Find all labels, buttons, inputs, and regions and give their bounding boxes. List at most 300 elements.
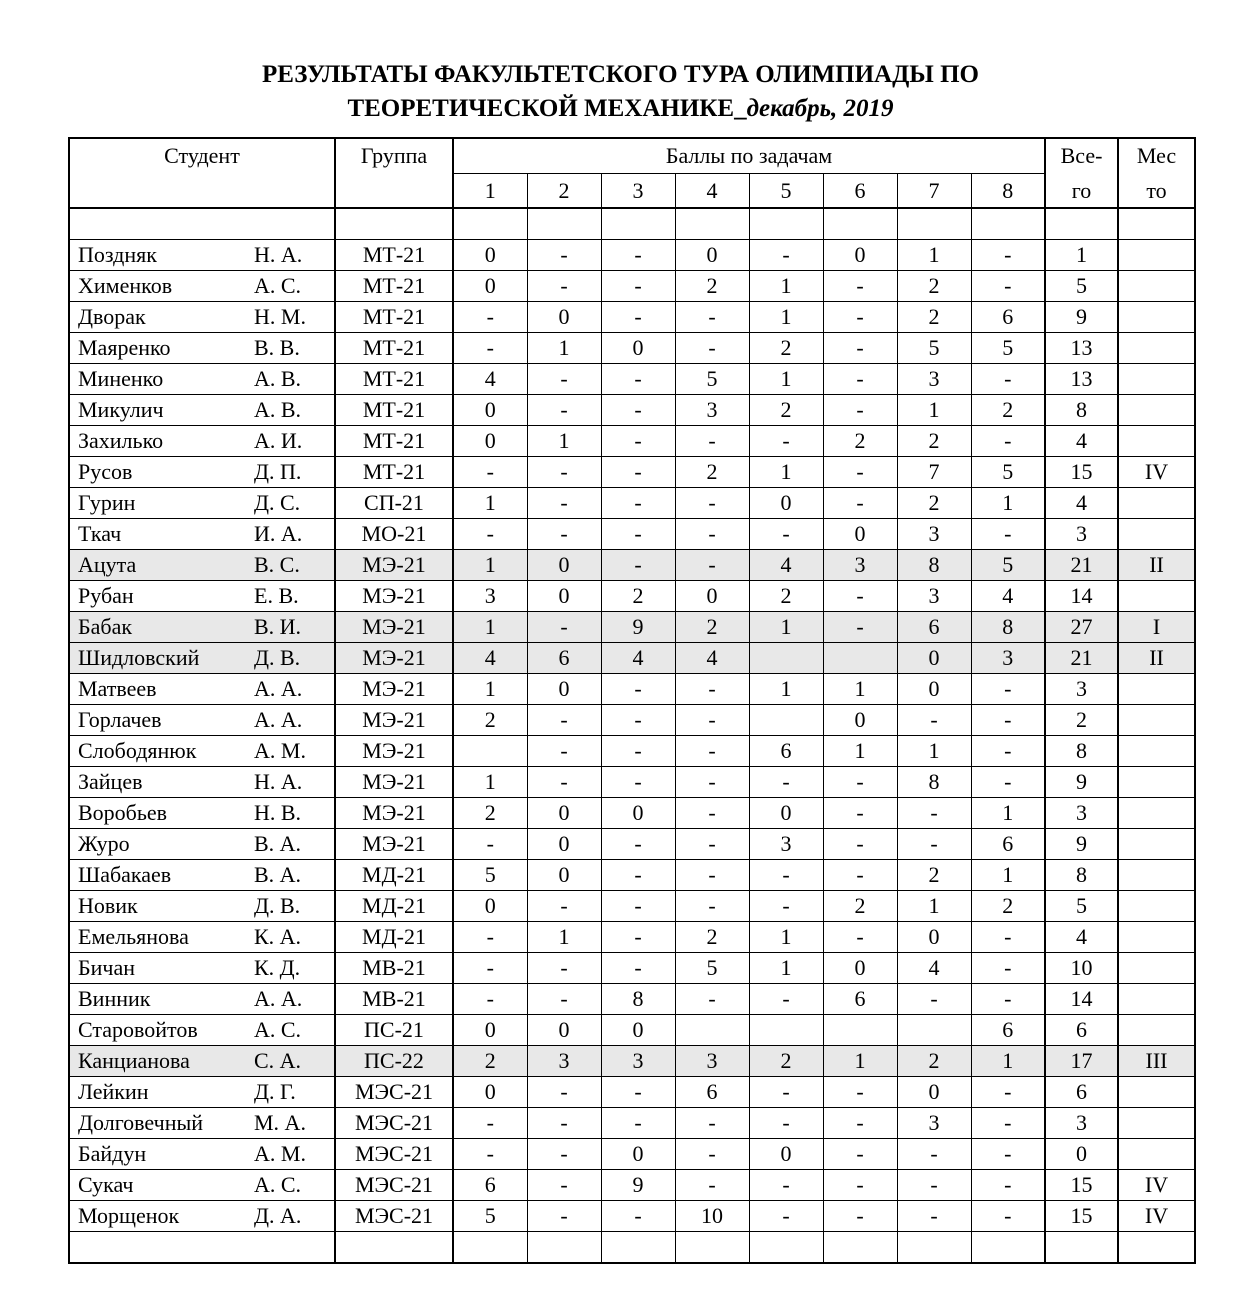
total-cell: 15: [1045, 1170, 1118, 1201]
score-cell: -: [823, 271, 897, 302]
table-row: [69, 1170, 1195, 1201]
student-initials: Д. С.: [254, 490, 301, 515]
score-cell: -: [601, 829, 675, 860]
score-cell: 0: [897, 643, 971, 674]
group-cell: СП-21: [335, 488, 453, 519]
score-cell: -: [675, 1170, 749, 1201]
group-cell: МЭ-21: [335, 705, 453, 736]
student-surname: Зайцев: [78, 769, 143, 794]
header-task: 6: [823, 174, 897, 209]
score-cell: 5: [971, 333, 1045, 364]
blank-cell: [527, 1232, 601, 1264]
score-cell: 2: [897, 426, 971, 457]
score-cell: 6: [971, 829, 1045, 860]
score-cell: 0: [897, 1077, 971, 1108]
score-cell: 2: [897, 860, 971, 891]
student-surname: Новик: [78, 893, 138, 918]
title-line-1: РЕЗУЛЬТАТЫ ФАКУЛЬТЕТСКОГО ТУРА ОЛИМПИАДЫ ПО: [262, 61, 979, 88]
place-cell: [1118, 736, 1195, 767]
total-cell: 4: [1045, 426, 1118, 457]
score-cell: -: [971, 1139, 1045, 1170]
score-cell: 0: [823, 953, 897, 984]
score-cell: -: [527, 519, 601, 550]
score-cell: 1: [749, 612, 823, 643]
group-cell: МЭ-21: [335, 736, 453, 767]
blank-cell: [1045, 1232, 1118, 1264]
student-cell: [69, 519, 335, 550]
score-cell: 0: [675, 240, 749, 271]
score-cell: -: [971, 364, 1045, 395]
score-cell: 0: [453, 271, 527, 302]
group-cell: МД-21: [335, 922, 453, 953]
group-cell: МЭ-21: [335, 829, 453, 860]
student-initials: В. В.: [254, 335, 300, 360]
score-cell: 6: [453, 1170, 527, 1201]
header-task: 3: [601, 174, 675, 209]
score-cell: -: [749, 1108, 823, 1139]
score-cell: 2: [749, 395, 823, 426]
student-cell: [69, 891, 335, 922]
blank-cell: [897, 208, 971, 240]
score-cell: -: [601, 302, 675, 333]
score-cell: 2: [453, 705, 527, 736]
student-cell: [69, 333, 335, 364]
student-initials: Д. Г.: [254, 1079, 296, 1104]
score-cell: -: [823, 767, 897, 798]
score-cell: -: [749, 426, 823, 457]
blank-cell: [335, 1232, 453, 1264]
score-cell: 5: [675, 953, 749, 984]
table-row: [69, 643, 1195, 674]
score-cell: 3: [749, 829, 823, 860]
score-cell: 1: [453, 767, 527, 798]
student-cell: [69, 860, 335, 891]
score-cell: -: [971, 1201, 1045, 1232]
student-surname: Рубан: [78, 583, 134, 608]
blank-cell: [527, 208, 601, 240]
blank-cell: [335, 208, 453, 240]
blank-cell: [601, 1232, 675, 1264]
score-cell: 6: [897, 612, 971, 643]
score-cell: -: [527, 240, 601, 271]
table-row: [69, 1139, 1195, 1170]
score-cell: 1: [823, 736, 897, 767]
student-surname: Морщенок: [78, 1203, 180, 1228]
score-cell: 0: [749, 798, 823, 829]
table-row: [69, 457, 1195, 488]
student-cell: [69, 829, 335, 860]
score-cell: -: [971, 1108, 1045, 1139]
blank-cell: [1045, 208, 1118, 240]
student-initials: К. Д.: [254, 955, 301, 980]
student-surname: Винник: [78, 986, 151, 1011]
score-cell: -: [601, 271, 675, 302]
table-row: [69, 395, 1195, 426]
score-cell: 1: [971, 860, 1045, 891]
score-cell: -: [971, 271, 1045, 302]
group-cell: МЭ-21: [335, 550, 453, 581]
score-cell: 2: [675, 271, 749, 302]
student-cell: [69, 550, 335, 581]
student-initials: Д. В.: [254, 893, 301, 918]
student-surname: Поздняк: [78, 242, 157, 267]
student-initials: А. А.: [254, 986, 303, 1011]
score-cell: 2: [897, 488, 971, 519]
place-cell: IV: [1118, 1170, 1195, 1201]
total-cell: 15: [1045, 1201, 1118, 1232]
score-cell: 1: [749, 457, 823, 488]
student-cell: [69, 736, 335, 767]
student-initials: А. С.: [254, 1017, 302, 1042]
group-cell: МТ-21: [335, 364, 453, 395]
total-cell: 8: [1045, 736, 1118, 767]
score-cell: 4: [453, 364, 527, 395]
results-table: [68, 137, 1196, 1264]
score-cell: 6: [675, 1077, 749, 1108]
student-cell: [69, 612, 335, 643]
score-cell: -: [749, 767, 823, 798]
total-cell: 3: [1045, 798, 1118, 829]
place-cell: [1118, 271, 1195, 302]
score-cell: -: [823, 829, 897, 860]
score-cell: -: [453, 1139, 527, 1170]
score-cell: -: [675, 550, 749, 581]
student-cell: [69, 581, 335, 612]
score-cell: 3: [897, 1108, 971, 1139]
student-cell: [69, 240, 335, 271]
table-row: [69, 581, 1195, 612]
score-cell: 0: [897, 922, 971, 953]
score-cell: -: [453, 519, 527, 550]
score-cell: 0: [453, 426, 527, 457]
group-cell: МТ-21: [335, 302, 453, 333]
place-cell: [1118, 395, 1195, 426]
score-cell: 2: [675, 922, 749, 953]
score-cell: 1: [527, 922, 601, 953]
table-row: [69, 767, 1195, 798]
total-cell: 6: [1045, 1077, 1118, 1108]
place-cell: [1118, 674, 1195, 705]
table-row: [69, 1077, 1195, 1108]
score-cell: 1: [527, 333, 601, 364]
score-cell: -: [971, 240, 1045, 271]
score-cell: 1: [749, 271, 823, 302]
score-cell: -: [527, 984, 601, 1015]
score-cell: -: [823, 581, 897, 612]
score-cell: -: [897, 705, 971, 736]
score-cell: 0: [601, 798, 675, 829]
score-cell: -: [453, 953, 527, 984]
score-cell: 3: [897, 364, 971, 395]
score-cell: -: [453, 922, 527, 953]
score-cell: -: [823, 302, 897, 333]
score-cell: 10: [675, 1201, 749, 1232]
student-surname: Миненко: [78, 366, 164, 391]
table-row: [69, 240, 1195, 271]
score-cell: -: [601, 364, 675, 395]
table-row: [69, 829, 1195, 860]
score-cell: 3: [897, 519, 971, 550]
student-cell: [69, 1139, 335, 1170]
score-cell: 0: [527, 302, 601, 333]
score-cell: 6: [527, 643, 601, 674]
student-surname: Шидловский: [78, 645, 200, 670]
student-surname: Старовойтов: [78, 1017, 198, 1042]
group-cell: МЭС-21: [335, 1077, 453, 1108]
score-cell: -: [675, 891, 749, 922]
score-cell: 4: [749, 550, 823, 581]
student-initials: А. С.: [254, 1172, 302, 1197]
score-cell: 0: [823, 705, 897, 736]
score-cell: 4: [971, 581, 1045, 612]
table-row: [69, 922, 1195, 953]
student-initials: В. А.: [254, 831, 302, 856]
place-cell: [1118, 581, 1195, 612]
table-row: [69, 426, 1195, 457]
blank-row: [69, 208, 1195, 240]
place-cell: [1118, 519, 1195, 550]
score-cell: 1: [897, 736, 971, 767]
score-cell: 5: [971, 550, 1045, 581]
score-cell: -: [527, 953, 601, 984]
student-initials: Н. В.: [254, 800, 302, 825]
score-cell: -: [453, 333, 527, 364]
place-cell: [1118, 488, 1195, 519]
table-row: [69, 302, 1195, 333]
score-cell: 2: [749, 581, 823, 612]
student-cell: [69, 1170, 335, 1201]
student-initials: Д. А.: [254, 1203, 302, 1228]
student-cell: [69, 1201, 335, 1232]
student-cell: [69, 984, 335, 1015]
score-cell: 4: [453, 643, 527, 674]
student-surname: Русов: [78, 459, 133, 484]
table-row: [69, 984, 1195, 1015]
place-cell: [1118, 767, 1195, 798]
document-title: [0, 58, 1241, 126]
score-cell: -: [971, 705, 1045, 736]
group-cell: МТ-21: [335, 271, 453, 302]
score-cell: 8: [897, 767, 971, 798]
score-cell: 3: [971, 643, 1045, 674]
blank-cell: [675, 208, 749, 240]
group-cell: МТ-21: [335, 457, 453, 488]
group-cell: МТ-21: [335, 426, 453, 457]
place-cell: [1118, 1108, 1195, 1139]
student-initials: В. С.: [254, 552, 300, 577]
student-initials: А. В.: [254, 397, 302, 422]
total-cell: 14: [1045, 984, 1118, 1015]
score-cell: 0: [897, 674, 971, 705]
place-cell: [1118, 922, 1195, 953]
header-place-bottom: то: [1118, 174, 1195, 209]
score-cell: 2: [971, 395, 1045, 426]
score-cell: -: [675, 1108, 749, 1139]
group-cell: МД-21: [335, 860, 453, 891]
score-cell: 0: [527, 798, 601, 829]
table-row: [69, 674, 1195, 705]
blank-cell: [69, 1232, 335, 1264]
header-task: 2: [527, 174, 601, 209]
score-cell: [897, 1015, 971, 1046]
table-row: [69, 798, 1195, 829]
student-surname: Журо: [78, 831, 130, 856]
header-total-top: Все-: [1045, 138, 1118, 174]
score-cell: -: [897, 1139, 971, 1170]
student-cell: [69, 364, 335, 395]
student-initials: А. И.: [254, 428, 303, 453]
score-cell: -: [601, 674, 675, 705]
group-cell: МЭ-21: [335, 798, 453, 829]
table-row: [69, 891, 1195, 922]
place-cell: [1118, 1139, 1195, 1170]
place-cell: IV: [1118, 457, 1195, 488]
group-cell: МЭС-21: [335, 1170, 453, 1201]
student-initials: А. А.: [254, 707, 303, 732]
group-cell: ПС-22: [335, 1046, 453, 1077]
score-cell: [675, 1015, 749, 1046]
score-cell: -: [675, 798, 749, 829]
score-cell: 2: [897, 302, 971, 333]
score-cell: 2: [897, 1046, 971, 1077]
score-cell: -: [527, 1108, 601, 1139]
header-task: 7: [897, 174, 971, 209]
score-cell: 2: [897, 271, 971, 302]
score-cell: [823, 1015, 897, 1046]
score-cell: -: [527, 1201, 601, 1232]
score-cell: 3: [601, 1046, 675, 1077]
student-surname: Долговечный: [78, 1110, 204, 1135]
score-cell: 1: [453, 550, 527, 581]
score-cell: -: [675, 426, 749, 457]
student-cell: [69, 643, 335, 674]
student-cell: [69, 271, 335, 302]
score-cell: 2: [453, 1046, 527, 1077]
table-row: [69, 519, 1195, 550]
place-cell: IV: [1118, 1201, 1195, 1232]
score-cell: 4: [897, 953, 971, 984]
score-cell: 0: [527, 581, 601, 612]
score-cell: -: [823, 1139, 897, 1170]
score-cell: -: [527, 1170, 601, 1201]
total-cell: 3: [1045, 674, 1118, 705]
place-cell: [1118, 426, 1195, 457]
student-surname: Бичан: [78, 955, 136, 980]
blank-cell: [823, 208, 897, 240]
score-cell: 0: [823, 240, 897, 271]
group-cell: МО-21: [335, 519, 453, 550]
student-initials: А. М.: [254, 738, 306, 763]
score-cell: -: [601, 860, 675, 891]
score-cell: -: [971, 984, 1045, 1015]
total-cell: 9: [1045, 767, 1118, 798]
score-cell: -: [971, 767, 1045, 798]
score-cell: -: [749, 891, 823, 922]
student-initials: Н. А.: [254, 769, 303, 794]
blank-cell: [971, 208, 1045, 240]
header-task: 4: [675, 174, 749, 209]
score-cell: -: [527, 488, 601, 519]
header-row-1: [69, 138, 1195, 174]
student-initials: А. С.: [254, 273, 302, 298]
score-cell: -: [971, 922, 1045, 953]
total-cell: 8: [1045, 395, 1118, 426]
group-cell: МЭ-21: [335, 612, 453, 643]
score-cell: 2: [749, 1046, 823, 1077]
place-cell: [1118, 984, 1195, 1015]
place-cell: [1118, 1015, 1195, 1046]
score-cell: 0: [601, 1139, 675, 1170]
score-cell: -: [823, 860, 897, 891]
header-task: 1: [453, 174, 527, 209]
score-cell: -: [823, 1108, 897, 1139]
blank-row: [69, 1232, 1195, 1264]
place-cell: [1118, 829, 1195, 860]
score-cell: -: [749, 1170, 823, 1201]
total-cell: 10: [1045, 953, 1118, 984]
total-cell: 13: [1045, 333, 1118, 364]
table-row: [69, 364, 1195, 395]
score-cell: -: [601, 519, 675, 550]
student-surname: Воробьев: [78, 800, 168, 825]
total-cell: 6: [1045, 1015, 1118, 1046]
place-cell: [1118, 364, 1195, 395]
student-initials: Д. В.: [254, 645, 301, 670]
score-cell: 2: [601, 581, 675, 612]
score-cell: 3: [527, 1046, 601, 1077]
score-cell: -: [749, 1077, 823, 1108]
group-cell: МЭ-21: [335, 767, 453, 798]
header-task: 8: [971, 174, 1045, 209]
title-line-2-date: декабрь, 2019: [746, 95, 894, 122]
student-surname: Матвеев: [78, 676, 157, 701]
score-cell: 1: [453, 612, 527, 643]
student-surname: Маяренко: [78, 335, 171, 360]
score-cell: -: [971, 736, 1045, 767]
score-cell: 3: [453, 581, 527, 612]
score-cell: -: [897, 984, 971, 1015]
score-cell: [453, 736, 527, 767]
group-cell: МВ-21: [335, 984, 453, 1015]
student-initials: А. А.: [254, 676, 303, 701]
score-cell: -: [823, 488, 897, 519]
score-cell: 9: [601, 1170, 675, 1201]
group-cell: МЭ-21: [335, 581, 453, 612]
score-cell: 0: [749, 1139, 823, 1170]
score-cell: -: [675, 705, 749, 736]
student-cell: [69, 674, 335, 705]
score-cell: 0: [823, 519, 897, 550]
score-cell: -: [823, 364, 897, 395]
results-body: [69, 138, 1195, 1263]
score-cell: -: [453, 457, 527, 488]
student-cell: [69, 1015, 335, 1046]
student-surname: Байдун: [78, 1141, 147, 1166]
student-surname: Шабакаев: [78, 862, 172, 887]
score-cell: 2: [749, 333, 823, 364]
student-initials: Н. А.: [254, 242, 303, 267]
score-cell: 6: [749, 736, 823, 767]
group-cell: МТ-21: [335, 395, 453, 426]
score-cell: 5: [971, 457, 1045, 488]
student-cell: [69, 426, 335, 457]
score-cell: 2: [453, 798, 527, 829]
score-cell: -: [823, 333, 897, 364]
score-cell: 0: [527, 674, 601, 705]
place-cell: [1118, 953, 1195, 984]
place-cell: II: [1118, 643, 1195, 674]
group-cell: МЭ-21: [335, 643, 453, 674]
